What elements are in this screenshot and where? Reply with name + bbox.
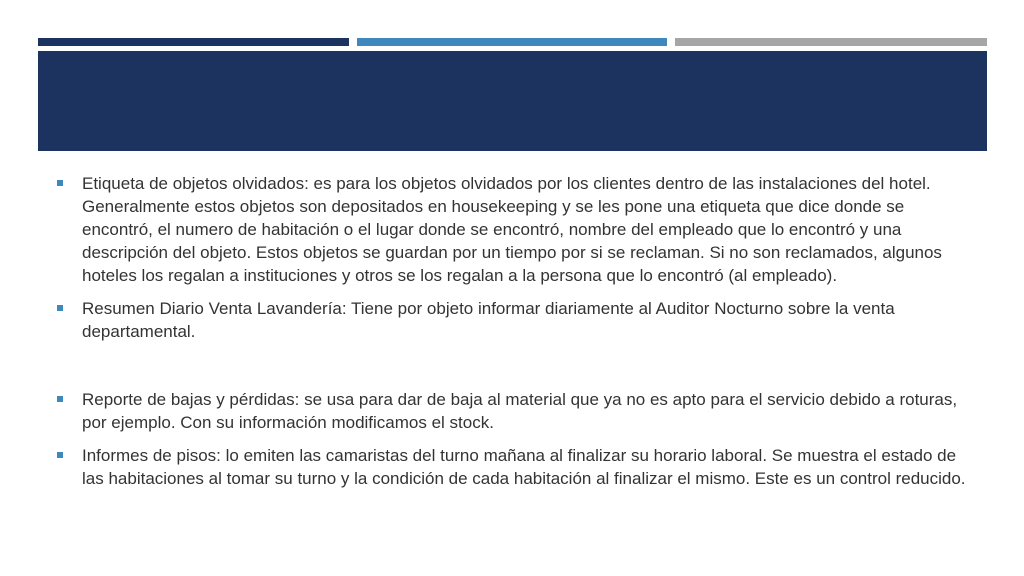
title-band bbox=[38, 51, 987, 151]
bullet-item bbox=[57, 388, 977, 434]
accent-bar-dark bbox=[38, 38, 349, 46]
bullet-item bbox=[57, 297, 977, 343]
bullet-text: Etiqueta de objetos olvidados: es para los objetos olvidados por los clientes dentro de las instalaciones del hotel. Generalmente estos objetos son depositados en housekeeping y se les pone una etiqueta que dice donde se encontró, el numero de habitación o el lugar donde se encontró, nombre del empleado que lo encontró y una descripción del objeto. Estos objetos se guardan por un tiempo por si se reclaman. Si no son reclamados, algunos hoteles los regalan a instituciones y otros se los regalan a la persona que lo encontró (al empleado). bbox=[82, 174, 942, 285]
square-bullet-icon bbox=[57, 396, 63, 402]
square-bullet-icon bbox=[57, 180, 63, 186]
accent-bar-blue bbox=[357, 38, 667, 46]
square-bullet-icon bbox=[57, 452, 63, 458]
accent-bar-gray bbox=[675, 38, 987, 46]
bullet-item bbox=[57, 444, 977, 490]
bullet-text: Reporte de bajas y pérdidas: se usa para dar de baja al material que ya no es apto para el servicio debido a roturas, por ejemplo. Con su información modificamos el stock. bbox=[82, 390, 958, 432]
bullet-list bbox=[57, 172, 977, 490]
bullet-item bbox=[57, 172, 977, 287]
bullet-text: Resumen Diario Venta Lavandería: Tiene por objeto informar diariamente al Auditor Nocturno sobre la venta departamental. bbox=[82, 299, 895, 341]
square-bullet-icon bbox=[57, 305, 63, 311]
bullet-text: Informes de pisos: lo emiten las camaristas del turno mañana al finalizar su horario laboral. Se muestra el estado de las habitaciones al tomar su turno y la condición de cada habitación al finalizar el mismo. Este es un control reducido. bbox=[82, 446, 966, 488]
